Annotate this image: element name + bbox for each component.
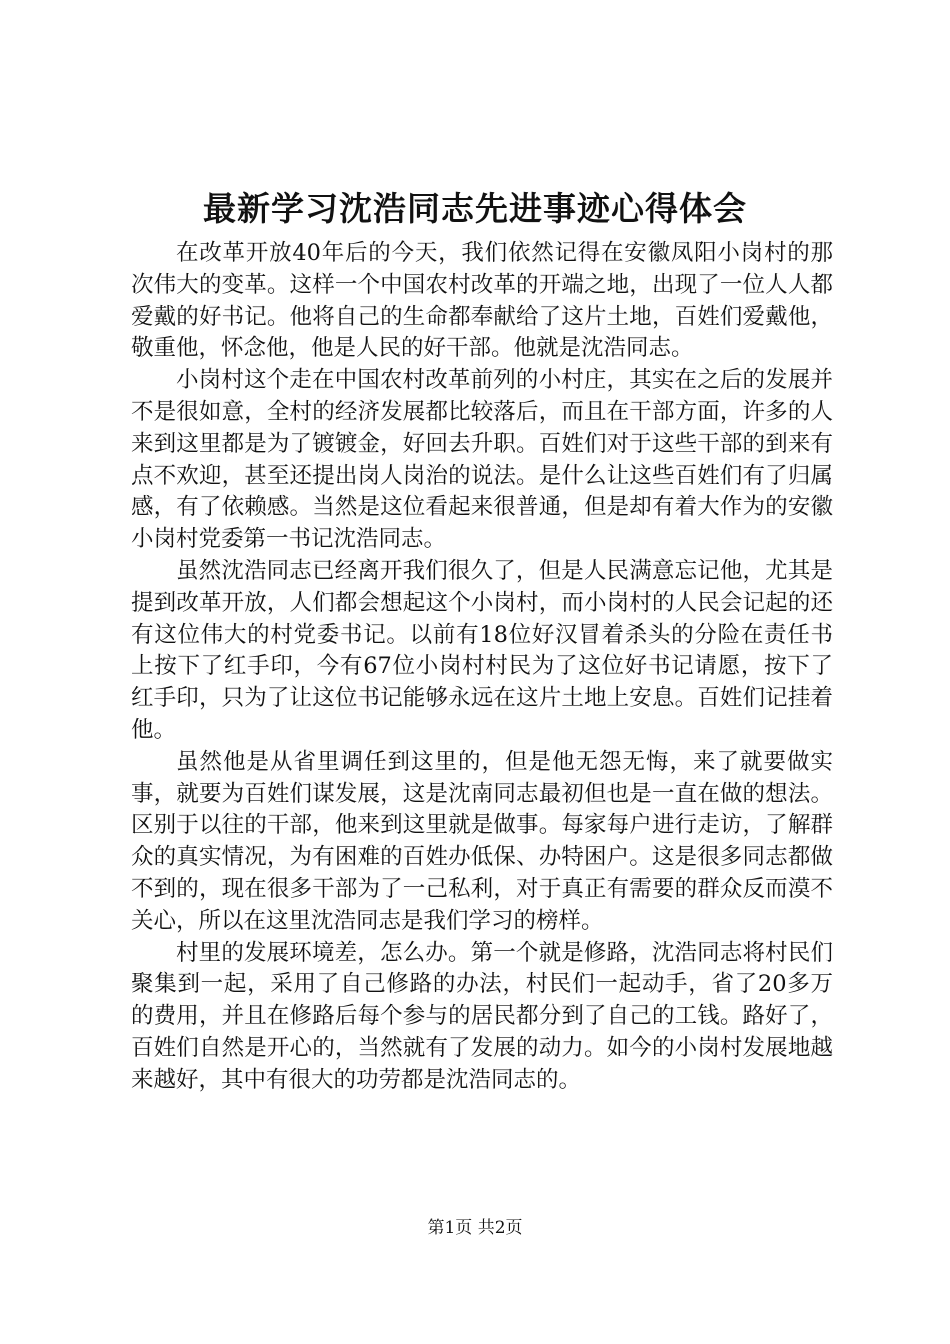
page-number-footer: 第1页 共2页 bbox=[427, 1218, 523, 1238]
paragraph: 虽然他是从省里调任到这里的，但是他无怨无悔，来了就要做实事，就要为百姓们谋发展，这是沈南同志最初但也是一直在做的想法。区别于以往的干部，他来到这里就是做事。每家每户进行走访，了解群众的真实情况，为有困难的百姓办低保、办特困户。这是很多同志都做不到的，现在很多干部为了一己私利，对于真正有需要的群众反而漠不关心，所以在这里沈浩同志是我们学习的榜样。 bbox=[131, 748, 833, 934]
document-title: 最新学习沈浩同志先进事迹心得体会 bbox=[203, 189, 747, 228]
paragraph: 在改革开放40年后的今天，我们依然记得在安徽凤阳小岗村的那次伟大的变革。这样一个中国农村改革的开端之地，出现了一位人人都爱戴的好书记。他将自己的生命都奉献给了这片土地，百姓们爱戴他，敬重他，怀念他，他是人民的好干部。他就是沈浩同志。 bbox=[131, 240, 833, 362]
paragraph: 村里的发展环境差，怎么办。第一个就是修路，沈浩同志将村民们聚集到一起，采用了自己修路的办法，村民们一起动手，省了20多万的费用，并且在修路后每个参与的居民都分到了自己的工钱。路好了，百姓们自然是开心的，当然就有了发展的动力。如今的小岗村发展地越来越好，其中有很大的功劳都是沈浩同志的。 bbox=[131, 939, 833, 1093]
paragraph: 小岗村这个走在中国农村改革前列的小村庄，其实在之后的发展并不是很如意，全村的经济发展都比较落后，而且在干部方面，许多的人来到这里都是为了镀镀金，好回去升职。百姓们对于这些干部的到来有点不欢迎，甚至还提出岗人岗治的说法。是什么让这些百姓们有了归属感，有了依赖感。当然是这位看起来很普通，但是却有着大作为的安徽小岗村党委第一书记沈浩同志。 bbox=[131, 367, 833, 553]
document-body bbox=[131, 238, 833, 1097]
paragraph: 虽然沈浩同志已经离开我们很久了，但是人民满意忘记他，尤其是提到改革开放，人们都会想起这个小岗村，而小岗村的人民会记起的还有这位伟大的村党委书记。以前有18位好汉冒着杀头的分险在责任书上按下了红手印，今有67位小岗村村民为了这位好书记请愿，按下了红手印，只为了让这位书记能够永远在这片土地上安息。百姓们记挂着他。 bbox=[131, 557, 833, 743]
